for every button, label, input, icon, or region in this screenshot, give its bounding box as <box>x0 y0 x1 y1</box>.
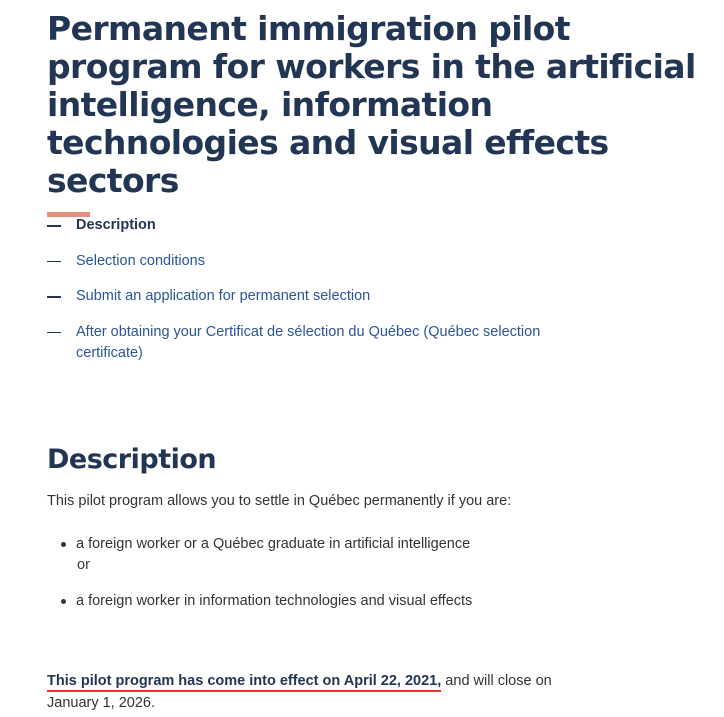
description-intro: This pilot program allows you to settle in Québec permanently if you are: <box>47 493 512 509</box>
dash-icon <box>47 225 61 227</box>
bullet-icon <box>61 542 66 547</box>
program-dates-notice <box>47 670 587 714</box>
program-close-text: and will close on January 1, 2026. <box>47 673 552 711</box>
list-item-text: a foreign worker or a Québec graduate in artificial intelligence <box>76 536 471 552</box>
dash-icon <box>47 296 61 298</box>
section-heading-description: Description <box>47 444 217 475</box>
list-item <box>47 591 607 612</box>
toc-link-submit-application[interactable]: Submit an application for permanent selection <box>76 288 371 304</box>
table-of-contents <box>47 215 607 378</box>
page-content <box>47 9 707 711</box>
toc-item-description <box>47 215 607 236</box>
toc-item-selection-conditions <box>47 251 607 272</box>
list-item <box>47 534 607 576</box>
list-item-text: a foreign worker in information technologies and visual effects <box>76 593 473 609</box>
toc-link-after-csq[interactable]: After obtaining your Certificat de sélection du Québec (Québec selection certificate) <box>76 323 541 361</box>
list-item-conjunction: or <box>77 557 90 573</box>
toc-item-submit-application <box>47 286 607 307</box>
toc-link-selection-conditions[interactable]: Selection conditions <box>76 252 205 269</box>
eligibility-list <box>47 534 607 627</box>
dash-icon <box>47 332 61 334</box>
dash-icon <box>47 261 61 263</box>
page-title: Permanent immigration pilot program for workers in the artificial intelligence, information technologies and visual effects sectors <box>47 9 696 200</box>
bullet-icon <box>61 599 66 604</box>
toc-item-after-csq <box>47 322 607 364</box>
toc-current-label: Description <box>76 217 156 233</box>
program-start-highlight: This pilot program has come into effect on April 22, 2021, <box>47 673 441 692</box>
